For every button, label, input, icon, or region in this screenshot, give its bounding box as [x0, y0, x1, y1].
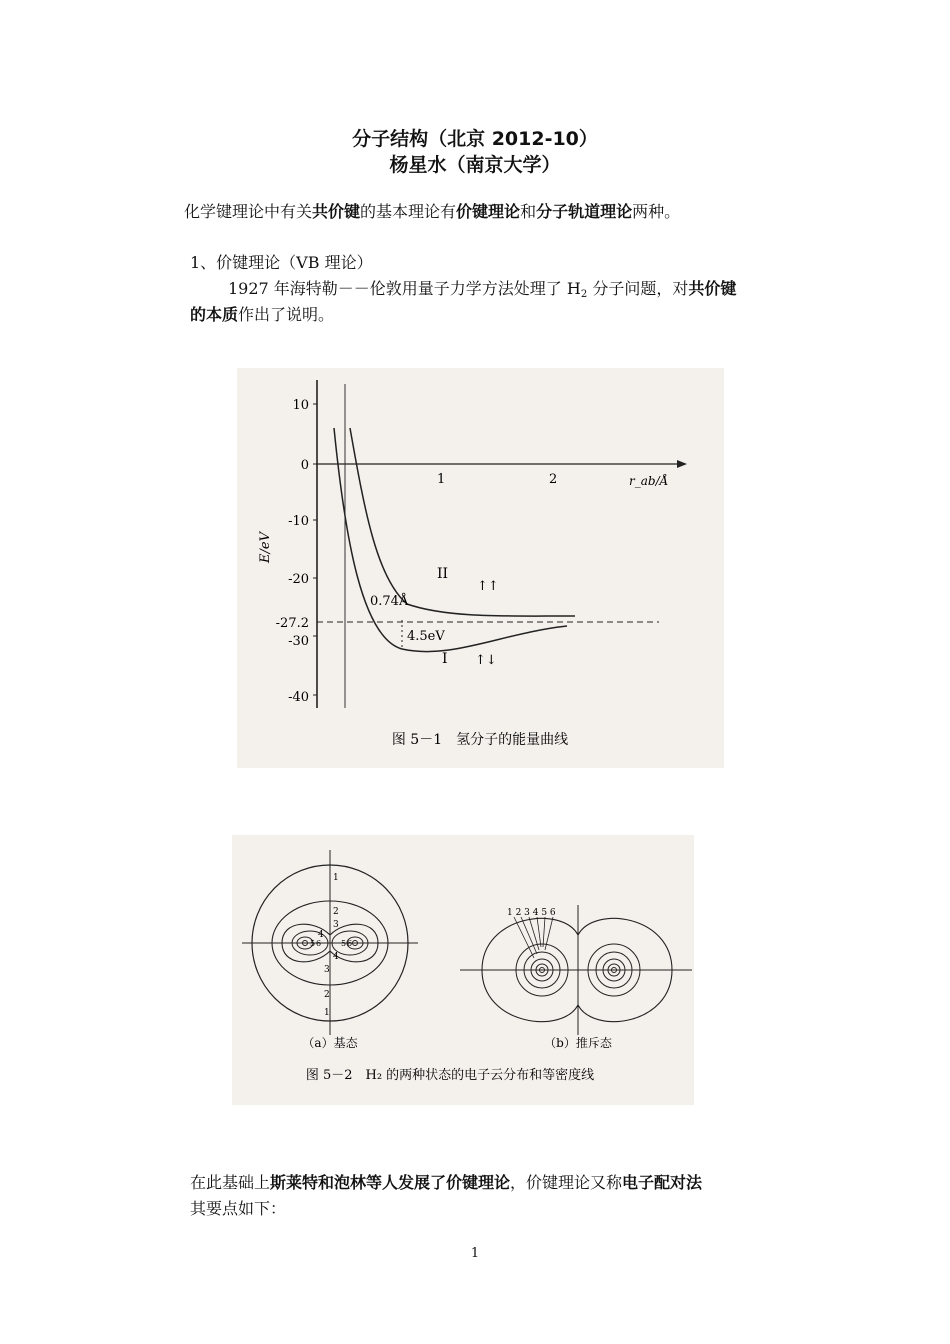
spin-antiparallel-icon: ↑↓	[475, 653, 497, 668]
curve-label-II: II	[437, 566, 449, 582]
bond-energy-label: 4.5eV	[407, 629, 445, 644]
ground-state-label: （a）基态	[302, 1036, 358, 1050]
term-vb-theory: 价键理论	[456, 202, 521, 221]
svg-text:2: 2	[333, 907, 339, 917]
svg-text:2: 2	[324, 990, 330, 1000]
y-tick-label: -20	[288, 572, 309, 587]
section-body-line2: 的本质作出了说明。	[190, 305, 335, 324]
y-tick-label: -40	[288, 690, 309, 705]
ground-state-diagram	[242, 850, 418, 1050]
y-axis-label: E/eV	[258, 532, 273, 563]
x-axis-label: r_ab/Å	[629, 474, 669, 488]
svg-text:4: 4	[333, 952, 339, 962]
y-tick-label: -27.2	[275, 616, 309, 631]
svg-text:6: 6	[316, 939, 322, 948]
section-body-line1: 1927 年海特勒－－伦敦用量子力学方法处理了 $H_2$ 分子问题，对共价键	[228, 279, 737, 300]
spin-parallel-icon: ↑↑	[477, 579, 499, 594]
closing-paragraph-line2: 其要点如下：	[190, 1199, 287, 1218]
contour-index-labels: 1 2 3 4 5 6	[507, 908, 556, 918]
intro-paragraph: 化学键理论中有关共价键的基本理论有价键理论和分子轨道理论两种。	[184, 202, 681, 221]
electron-cloud-plot	[232, 835, 694, 1105]
repulsive-curve-II	[350, 428, 567, 616]
svg-text:1: 1	[324, 1008, 330, 1018]
y-tick-label: -30	[288, 634, 309, 649]
electron-cloud-figure	[232, 835, 694, 1105]
page-number: 1	[470, 1246, 480, 1261]
x-tick-label: 2	[549, 472, 558, 487]
energy-curve-plot	[237, 368, 724, 768]
term-electron-pairing: 电子配对法	[622, 1173, 703, 1192]
energy-curve-figure	[237, 368, 724, 768]
term-slater-pauling: 斯莱特和泡林等人发展了价键理论	[270, 1173, 511, 1192]
svg-text:5: 5	[341, 939, 347, 948]
y-tick-label: -10	[288, 514, 309, 529]
closing-paragraph-line1: 在此基础上斯莱特和泡林等人发展了价键理论，价键理论又称电子配对法	[190, 1173, 703, 1192]
figure-caption: 图 5－2 H₂ 的两种状态的电子云分布和等密度线	[305, 1068, 595, 1083]
svg-text:5: 5	[310, 939, 316, 948]
svg-text:1: 1	[333, 873, 339, 883]
svg-text:6: 6	[347, 939, 353, 948]
repulsive-state-diagram	[460, 905, 692, 1050]
svg-text:3: 3	[324, 965, 330, 975]
svg-text:4: 4	[318, 930, 324, 940]
x-tick-label: 1	[437, 472, 446, 487]
repulsive-state-label: （b）推斥态	[544, 1036, 612, 1050]
y-tick-label: 10	[292, 398, 309, 413]
document-author: 杨星水（南京大学）	[389, 154, 561, 176]
figure-caption: 图 5－1 氢分子的能量曲线	[391, 732, 569, 748]
curve-label-I: I	[442, 651, 448, 667]
term-mo-theory: 分子轨道理论	[536, 202, 633, 221]
x-axis-arrow	[677, 460, 687, 468]
bonding-curve-I	[334, 428, 567, 652]
svg-text:3: 3	[333, 920, 339, 930]
section-heading: 1、价键理论（VB 理论）	[190, 253, 373, 272]
y-tick-label: 0	[300, 458, 309, 473]
bond-length-label: 0.74Å	[370, 594, 409, 609]
term-covalent-bond: 共价键	[312, 202, 361, 221]
document-title: 分子结构（北京 2012-10）	[352, 128, 598, 150]
